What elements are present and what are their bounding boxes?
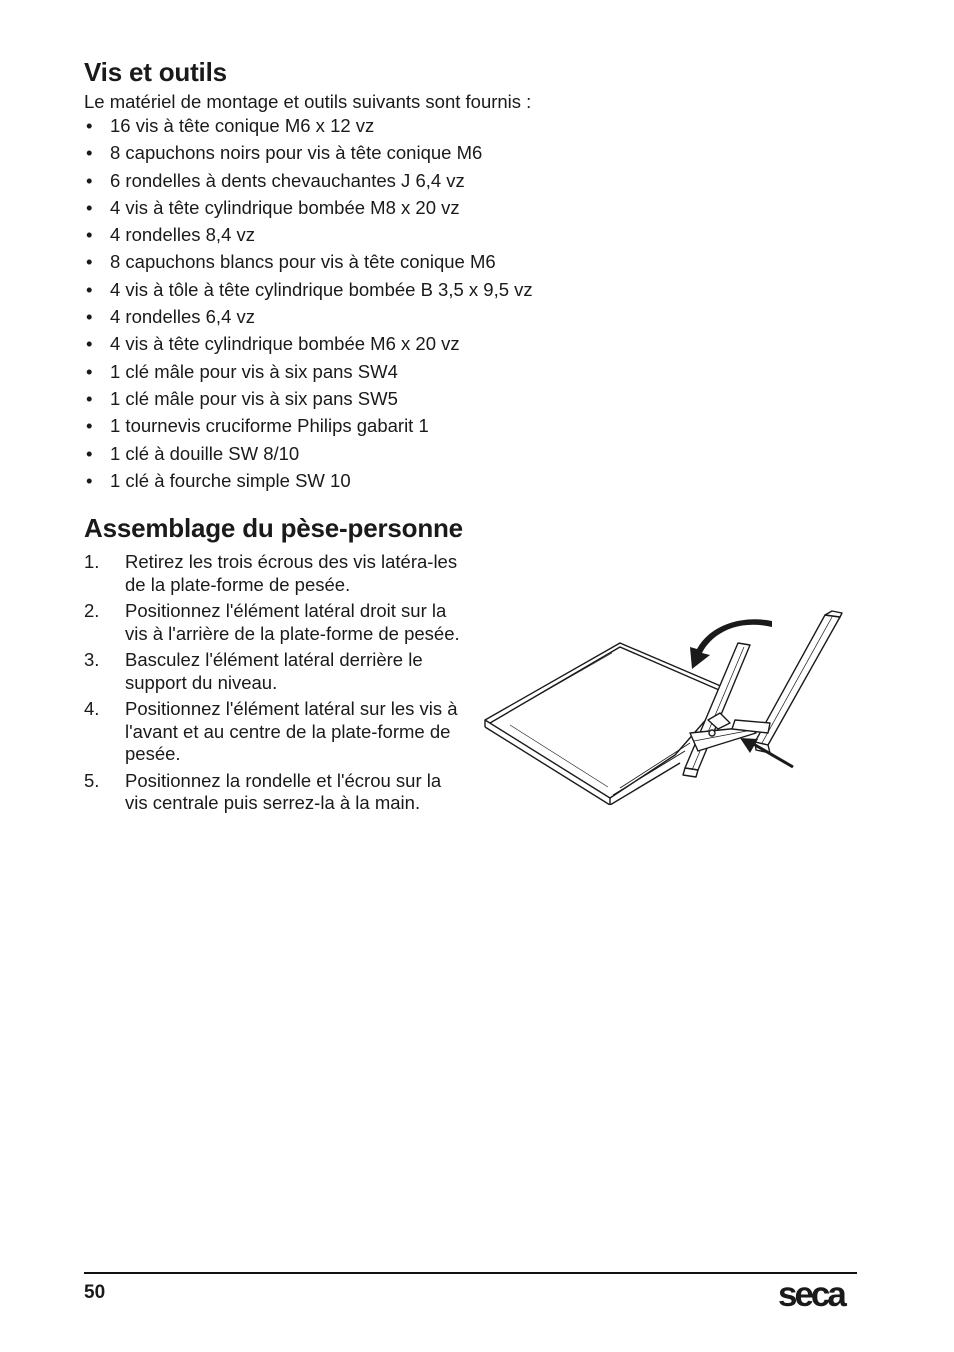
step-number: 5. (84, 769, 100, 791)
step-item (84, 698, 464, 766)
seca-logo (778, 1276, 858, 1312)
step-item (84, 649, 464, 694)
step-text: Retirez les trois écrous des vis latéra-les de la plate-forme de pesée. (125, 551, 458, 595)
step-item (84, 600, 464, 645)
section-title-assembly: Assemblage du pèse-personne (84, 513, 463, 543)
assembly-illustration (480, 605, 860, 805)
list-item: • 1 clé mâle pour vis à six pans SW4 (84, 362, 533, 389)
list-item: • 6 rondelles à dents chevauchantes J 6,4 vz (84, 171, 533, 198)
list-item: • 1 tournevis cruciforme Philips gabarit 1 (84, 416, 533, 443)
step-text: Basculez l'élément latéral derrière le support du niveau. (125, 649, 423, 693)
step-number: 1. (84, 551, 100, 572)
assembly-steps (84, 551, 464, 819)
step-number: 2. (84, 600, 100, 621)
page-number: 50 (84, 1282, 106, 1303)
list-item: • 4 vis à tôle à tête cylindrique bombée B 3,5 x 9,5 vz (84, 280, 533, 307)
step-text: Positionnez l'élément latéral droit sur la vis à l'arrière de la plate-forme de pesée. (125, 600, 460, 644)
step-number: 4. (84, 698, 100, 719)
list-item: • 4 vis à tête cylindrique bombée M6 x 20 vz (84, 334, 533, 361)
list-item: • 1 clé à douille SW 8/10 (84, 444, 533, 471)
tools-list (84, 116, 533, 498)
step-number: 3. (84, 649, 100, 670)
list-item: • 4 vis à tête cylindrique bombée M8 x 20 vz (84, 198, 533, 225)
step-item (84, 551, 464, 596)
list-item: • 4 rondelles 8,4 vz (84, 225, 533, 252)
step-text: Positionnez l'élément latéral sur les vis à l'avant et au centre de la plate-forme de pesée. (125, 698, 458, 764)
list-item: • 8 capuchons blancs pour vis à tête conique M6 (84, 252, 533, 279)
list-item: • 1 clé mâle pour vis à six pans SW5 (84, 389, 533, 416)
section-title-tools: Vis et outils (84, 57, 227, 87)
list-item: • 8 capuchons noirs pour vis à tête conique M6 (84, 143, 533, 170)
step-item (84, 770, 464, 815)
list-item: • 4 rondelles 6,4 vz (84, 307, 533, 334)
tools-intro: Le matériel de montage et outils suivants sont fournis : (84, 91, 532, 112)
list-item: • 1 clé à fourche simple SW 10 (84, 471, 533, 498)
footer-divider (84, 1272, 857, 1274)
list-item: • 16 vis à tête conique M6 x 12 vz (84, 116, 533, 143)
step-text: Positionnez la rondelle et l'écrou sur la vis centrale puis serrez-la à la main. (125, 769, 442, 813)
svg-text:seca: seca (778, 1276, 844, 1312)
